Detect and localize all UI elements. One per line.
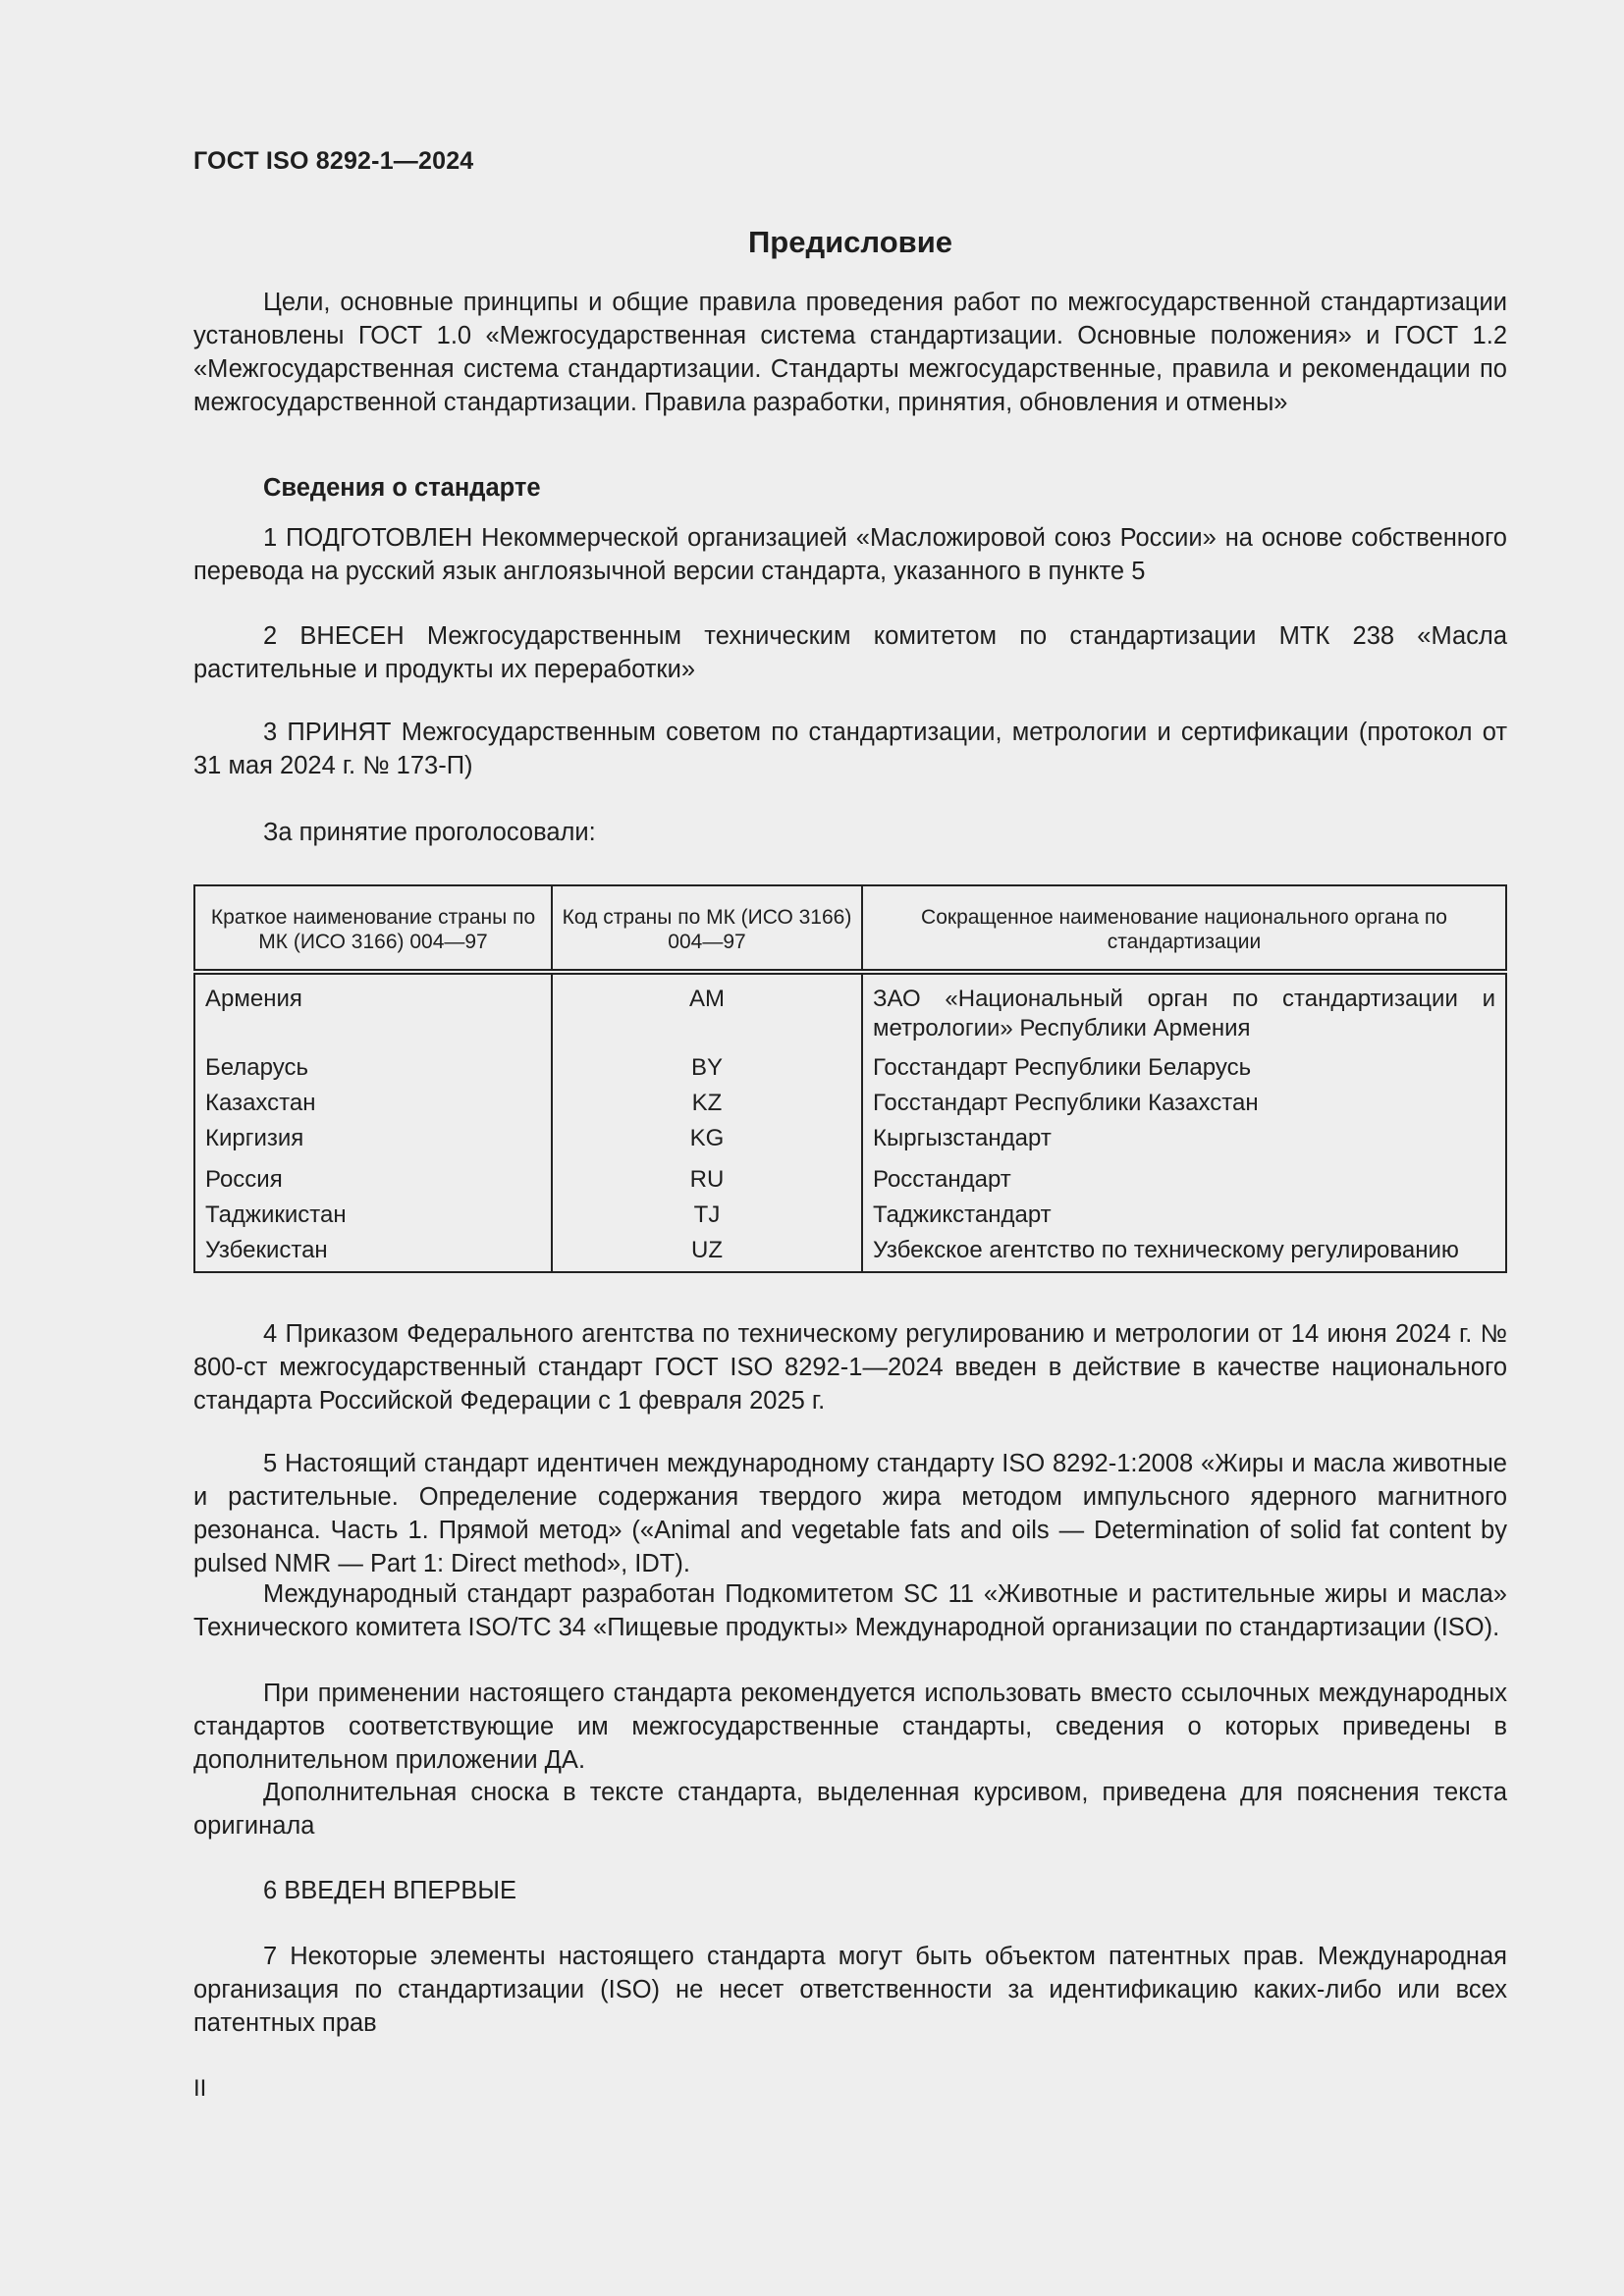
table-row <box>194 1153 1506 1195</box>
table-header-organ: Сокращенное наименование национального органа по стандартизации <box>862 885 1506 972</box>
table-header-row <box>194 885 1506 972</box>
section-heading: Сведения о стандарте <box>263 474 541 502</box>
table-row <box>194 1195 1506 1230</box>
national-body-cell: Таджикстандарт <box>862 1195 1506 1230</box>
country-code-cell: BY <box>552 1043 862 1083</box>
table-row <box>194 1230 1506 1272</box>
item-5-paragraph-2: Международный стандарт разработан Подкомитетом SC 11 «Животные и растительные жиры и масла» Технического комитета ISO/TC 34 «Пищевые продукты» Международной организации по стандартизации (ISO). <box>193 1580 1507 1641</box>
country-name-cell: Таджикистан <box>194 1195 552 1230</box>
document-id: ГОСТ ISO 8292-1—2024 <box>193 147 474 175</box>
country-name-cell: Россия <box>194 1153 552 1195</box>
table-row <box>194 1083 1506 1118</box>
country-name-cell: Армения <box>194 972 552 1043</box>
table-header-code: Код страны по МК (ИСО 3166) 004—97 <box>552 885 862 972</box>
page-title: Предисловие <box>747 225 952 259</box>
country-code-cell: UZ <box>552 1230 862 1272</box>
country-name-cell: Киргизия <box>194 1118 552 1153</box>
national-body-cell: Кыргызстандарт <box>862 1118 1506 1153</box>
national-body-cell: Росстандарт <box>862 1153 1506 1195</box>
table-row <box>194 1043 1506 1083</box>
national-body-cell: ЗАО «Национальный орган по стандартизации и метрологии» Республики Армения <box>862 972 1506 1043</box>
item-6: 6 ВВЕДЕН ВПЕРВЫЕ <box>263 1877 517 1904</box>
item-5: 5 Настоящий стандарт идентичен международному стандарту ISO 8292-1:2008 «Жиры и масла животные и растительные. Определение содержания твердого жира методом импульсного ядерного магнитного резонанса. Часть 1. Прямой метод» («Animal and vegetable fats and oils — Determination of solid fat content by pulsed NMR — Part 1: Direct method», IDT). <box>193 1450 1507 1577</box>
country-code-cell: AM <box>552 972 862 1043</box>
member-states-table <box>193 884 1507 1273</box>
country-code-cell: KZ <box>552 1083 862 1118</box>
country-code-cell: TJ <box>552 1195 862 1230</box>
item-1: 1 ПОДГОТОВЛЕН Некоммерческой организацией «Масложировой союз России» на основе собственного перевода на русский язык англоязычной версии стандарта, указанного в пункте 5 <box>193 524 1507 585</box>
table-header-country: Краткое наименование страны по МК (ИСО 3166) 004—97 <box>194 885 552 972</box>
item-3: 3 ПРИНЯТ Межгосударственным советом по стандартизации, метрологии и сертификации (протокол от 31 мая 2024 г. № 173-П) <box>193 719 1507 779</box>
item-5-paragraph-3: При применении настоящего стандарта рекомендуется использовать вместо ссылочных международных стандартов соответствующие им межгосударственные стандарты, сведения о которых приведены в дополнительном приложении ДА. <box>193 1680 1507 1774</box>
intro-paragraph: Цели, основные принципы и общие правила проведения работ по межгосударственной стандартизации установлены ГОСТ 1.0 «Межгосударственная система стандартизации. Основные положения» и ГОСТ 1.2 «Межгосударственная система стандартизации. Стандарты межгосударственные, правила и рекомендации по межгосударственной стандартизации. Правила разработки, принятия, обновления и отмены» <box>193 289 1507 416</box>
national-body-cell: Госстандарт Республики Беларусь <box>862 1043 1506 1083</box>
country-code-cell: KG <box>552 1118 862 1153</box>
country-name-cell: Казахстан <box>194 1083 552 1118</box>
voted-label: За принятие проголосовали: <box>263 819 596 846</box>
national-body-cell: Госстандарт Республики Казахстан <box>862 1083 1506 1118</box>
page-number: II <box>193 2075 207 2102</box>
item-4: 4 Приказом Федерального агентства по техническому регулированию и метрологии от 14 июня 2024 г. № 800-ст межгосударственный стандарт ГОСТ ISO 8292-1—2024 введен в действие в качестве национального стандарта Российской Федерации с 1 февраля 2025 г. <box>193 1320 1507 1415</box>
country-name-cell: Беларусь <box>194 1043 552 1083</box>
item-5-paragraph-4: Дополнительная сноска в тексте стандарта, выделенная курсивом, приведена для пояснения текста оригинала <box>193 1779 1507 1840</box>
national-body-cell: Узбекское агентство по техническому регулированию <box>862 1230 1506 1272</box>
table-row <box>194 972 1506 1043</box>
item-2: 2 ВНЕСЕН Межгосударственным техническим комитетом по стандартизации МТК 238 «Масла растительные и продукты их переработки» <box>193 622 1507 683</box>
item-7: 7 Некоторые элементы настоящего стандарта могут быть объектом патентных прав. Международная организация по стандартизации (ISO) не несет ответственности за идентификацию каких-либо или всех патентных прав <box>193 1943 1507 2037</box>
country-name-cell: Узбекистан <box>194 1230 552 1272</box>
table-row <box>194 1118 1506 1153</box>
country-code-cell: RU <box>552 1153 862 1195</box>
